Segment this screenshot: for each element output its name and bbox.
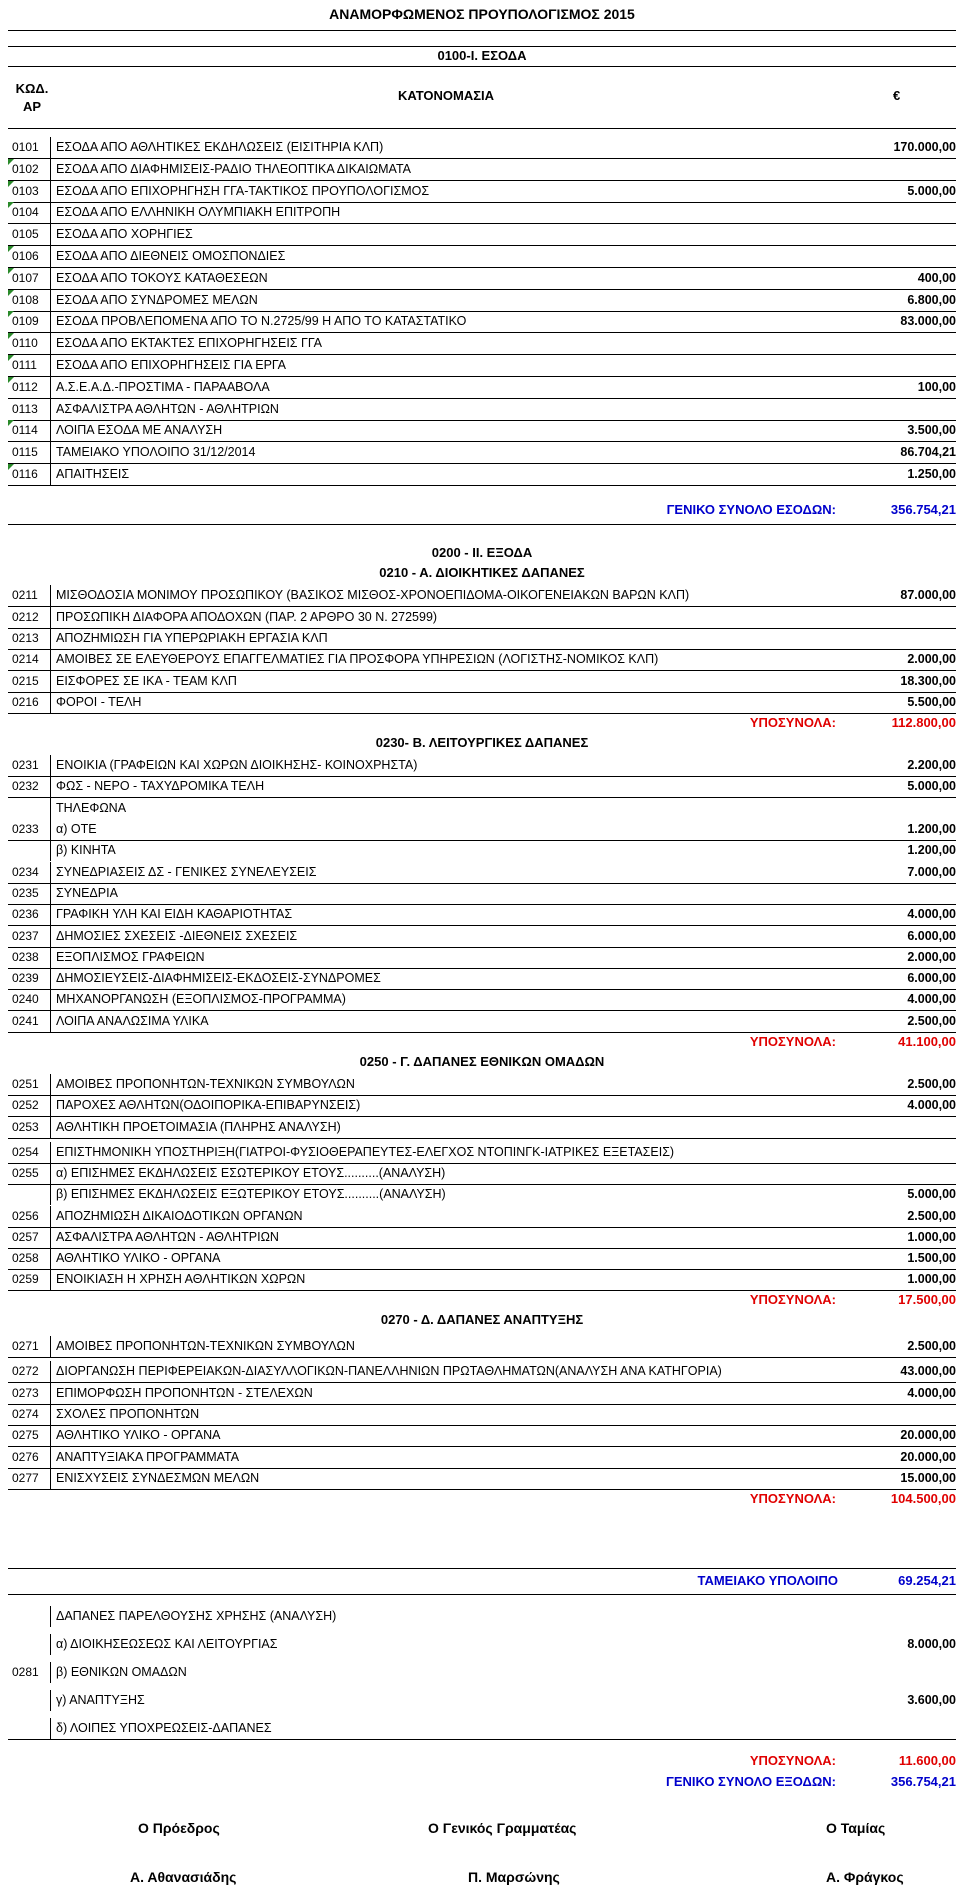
expense-row: [8, 1336, 956, 1358]
row-code: 0237: [12, 928, 39, 943]
expense-section-title: 0200 - ΙΙ. ΕΞΟΔΑ: [431, 545, 533, 560]
group-subtotal: [8, 1491, 956, 1512]
expense-total-label: ΓΕΝΙΚΟ ΣΥΝΟΛΟ ΕΞΟΔΩΝ:: [666, 1774, 836, 1789]
row-amount: 6.800,00: [907, 292, 956, 307]
row-code: 0111: [12, 358, 37, 372]
row-code: 0240: [12, 992, 39, 1007]
expense-row: [8, 1011, 956, 1033]
row-amount: 2.000,00: [907, 949, 956, 964]
name-secretary: Π. Μαρσώνης: [468, 1869, 560, 1885]
row-description: ΦΟΡΟΙ - ΤΕΛΗ: [56, 694, 142, 709]
expense-row: [8, 862, 956, 884]
expense-row: [8, 819, 956, 841]
row-code: 0109: [12, 314, 39, 329]
expense-row: [8, 1095, 956, 1117]
row-code: 0258: [12, 1251, 39, 1266]
row-description: ΕΣΟΔΑ ΑΠΟ ΕΠΙΧΟΡΗΓΗΣΕΙΣ ΓΙΑ ΕΡΓΑ: [56, 358, 287, 372]
expense-row: [8, 649, 956, 671]
row-amount: 4.000,00: [907, 1098, 956, 1113]
row-description: ΑΜΟΙΒΕΣ ΠΡΟΠΟΝΗΤΩΝ-ΤΕΧΝΙΚΩΝ ΣΥΜΒΟΥΛΩΝ: [56, 1339, 355, 1354]
expense-row: [8, 1468, 956, 1490]
row-description: ΕΞΟΠΛΙΣΜΟΣ ΓΡΑΦΕΙΩΝ: [56, 949, 205, 964]
row-code: 0106: [12, 249, 39, 263]
past-row: [8, 1606, 956, 1627]
row-description: β) ΕΘΝΙΚΩΝ ΟΜΑΔΩΝ: [56, 1665, 187, 1679]
row-description: ΑΘΛΗΤΙΚΟ ΥΛΙΚΟ - ΟΡΓΑΝΑ: [56, 1251, 221, 1266]
row-amount: 2.200,00: [907, 758, 956, 773]
row-description: ΑΜΟΙΒΕΣ ΠΡΟΠΟΝΗΤΩΝ-ΤΕΧΝΙΚΩΝ ΣΥΜΒΟΥΛΩΝ: [56, 1077, 355, 1091]
row-code: 0241: [12, 1013, 39, 1028]
row-code: 0256: [12, 1208, 39, 1223]
row-description: ΤΗΛΕΦΩΝΑ: [56, 800, 127, 815]
income-row: [8, 268, 956, 290]
row-amount: 2.500,00: [907, 1013, 956, 1028]
cash-balance-value: 69.254,21: [898, 1573, 956, 1588]
expense-row: [8, 1142, 956, 1164]
income-total: [8, 502, 956, 523]
past-subtotal-value: 11.600,00: [898, 1753, 956, 1768]
comment-marker-icon: [8, 246, 14, 252]
row-amount: 20.000,00: [900, 1428, 956, 1443]
expense-row: [8, 1163, 956, 1185]
row-description: ΣΥΝΕΔΡΙΑΣΕΙΣ ΔΣ - ΓΕΝΙΚΕΣ ΣΥΝΕΛΕΥΣΕΙΣ: [56, 864, 317, 879]
row-code: 0108: [12, 292, 39, 307]
row-code: 0215: [12, 673, 39, 688]
row-code: 0255: [12, 1165, 39, 1180]
row-description: ΔΗΜΟΣΙΕΣ ΣΧΕΣΕΙΣ -ΔΙΕΘΝΕΙΣ ΣΧΕΣΕΙΣ: [56, 928, 298, 943]
subtotal-label: ΥΠΟΣΥΝΟΛΑ:: [749, 1292, 836, 1308]
row-description: ΕΝΙΣΧΥΣΕΙΣ ΣΥΝΔΕΣΜΩΝ ΜΕΛΩΝ: [56, 1470, 260, 1485]
row-amount: 1.000,00: [907, 1229, 956, 1244]
row-description: ΣΥΝΕΔΡΙΑ: [56, 885, 118, 900]
past-row: [8, 1634, 956, 1655]
past-subtotal-label: ΥΠΟΣΥΝΟΛΑ:: [749, 1753, 836, 1768]
row-description: ΑΣΦΑΛΙΣΤΡΑ ΑΘΛΗΤΩΝ - ΑΘΛΗΤΡΙΩΝ: [56, 1229, 279, 1244]
expense-row: [8, 585, 956, 607]
row-code: 0274: [12, 1407, 39, 1421]
expense-row: [8, 883, 956, 905]
row-description: ΕΠΙΣΤΗΜΟΝΙΚΗ ΥΠΟΣΤΗΡΙΞΗ(ΓΙΑΤΡΟΙ-ΦΥΣΙΟΘΕΡΑΠΕΥΤΕΣ-ΕΛΕΓΧΟΣ ΝΤΟΠΙΝΓΚ-ΙΑΤΡΙΚΕΣ ΕΞΕΤΑΣΕΙΣ): [56, 1144, 675, 1159]
row-code: 0101: [12, 140, 39, 154]
row-code: 0110: [12, 336, 38, 351]
subtotal-value: 41.100,00: [898, 1033, 956, 1049]
expense-row: [8, 1383, 956, 1405]
row-code: 0236: [12, 907, 39, 922]
row-code: 0252: [12, 1098, 39, 1113]
row-code: 0116: [12, 467, 38, 481]
row-description: ΣΧΟΛΕΣ ΠΡΟΠΟΝΗΤΩΝ: [56, 1407, 200, 1421]
row-description: ΑΠΟΖΗΜΙΩΣΗ ΓΙΑ ΥΠΕΡΩΡΙΑΚΗ ΕΡΓΑΣΙΑ ΚΛΠ: [56, 630, 328, 645]
income-row: [8, 399, 956, 421]
expense-total: [8, 1774, 956, 1795]
group-subtotal: [8, 715, 956, 736]
expense-row: [8, 1269, 956, 1291]
row-amount: 5.000,00: [907, 779, 956, 794]
row-description: ΑΜΟΙΒΕΣ ΣΕ ΕΛΕΥΘΕΡΟΥΣ ΕΠΑΓΓΕΛΜΑΤΙΕΣ ΓΙΑ ΠΡΟΣΦΟΡΑ ΥΠΗΡΕΣΙΩΝ (ΛΟΓΙΣΤΗΣ-ΝΟΜΙΚΟΣ ΚΛΠ): [56, 652, 659, 667]
row-amount: 1.200,00: [907, 822, 956, 836]
group-title: 0270 - Δ. ΔΑΠΑΝΕΣ ΑΝΑΠΤΥΞΗΣ: [380, 1312, 584, 1328]
row-code: 0234: [12, 864, 39, 879]
row-code: 0107: [12, 270, 39, 285]
row-amount: 2.500,00: [907, 1077, 956, 1091]
row-code: 0259: [12, 1272, 39, 1287]
row-description: δ) ΛΟΙΠΕΣ ΥΠΟΧΡΕΩΣΕΙΣ-ΔΑΠΑΝΕΣ: [56, 1721, 272, 1735]
row-description: ΑΠΟΖΗΜΙΩΣΗ ΔΙΚΑΙΟΔΟΤΙΚΩΝ ΟΡΓΑΝΩΝ: [56, 1208, 303, 1223]
row-code: 0102: [12, 161, 39, 176]
income-row: [8, 442, 956, 464]
row-description: ΑΘΛΗΤΙΚΗ ΠΡΟΕΤΟΙΜΑΣΙΑ (ΠΛΗΡΗΣ ΑΝΑΛΥΣΗ): [56, 1119, 341, 1134]
subtotal-label: ΥΠΟΣΥΝΟΛΑ:: [749, 714, 836, 730]
row-description: γ) ΑΝΑΠΤΥΞΗΣ: [56, 1693, 145, 1707]
row-amount: 3.500,00: [907, 423, 956, 438]
row-description: ΕΣΟΔΑ ΑΠΟ ΧΟΡΗΓΙΕΣ: [56, 227, 193, 242]
group-subtotal: [8, 1292, 956, 1313]
expense-row: [8, 628, 956, 650]
cash-balance-label: ΤΑΜΕΙΑΚΟ ΥΠΟΛΟΙΠΟ: [697, 1573, 838, 1588]
row-description: ΜΗΧΑΝΟΡΓΑΝΩΣΗ (ΕΞΟΠΛΙΣΜΟΣ-ΠΡΟΓΡΑΜΜΑ): [56, 992, 346, 1007]
row-amount: 170.000,00: [893, 140, 956, 154]
row-amount: 4.000,00: [907, 1385, 956, 1400]
row-code: 0112: [12, 379, 38, 394]
row-amount: 1.250,00: [907, 467, 956, 481]
income-row: [8, 159, 956, 181]
row-amount: 100,00: [917, 379, 956, 394]
row-code: 0212: [12, 609, 39, 624]
comment-marker-icon: [8, 464, 14, 470]
income-row: [8, 202, 956, 224]
row-description: ΕΠΙΜΟΡΦΩΣΗ ΠΡΟΠΟΝΗΤΩΝ - ΣΤΕΛΕΧΩΝ: [56, 1385, 313, 1400]
group-subtotal: [8, 1034, 956, 1055]
row-description: Α.Σ.Ε.Α.Δ.-ΠΡΟΣΤΙΜΑ - ΠΑΡΑΑΒΟΛΑ: [56, 379, 270, 394]
expense-row: [8, 607, 956, 629]
comment-marker-icon: [8, 290, 14, 296]
row-description: ΑΘΛΗΤΙΚΟ ΥΛΙΚΟ - ΟΡΓΑΝΑ: [56, 1428, 221, 1443]
row-description: ΔΑΠΑΝΕΣ ΠΑΡΕΛΘΟΥΣΗΣ ΧΡΗΣΗΣ (ΑΝΑΛΥΣΗ): [56, 1609, 337, 1623]
subtotal-value: 112.800,00: [891, 714, 956, 730]
row-amount: 400,00: [917, 270, 956, 285]
row-amount: 4.000,00: [907, 907, 956, 922]
row-amount: 5.500,00: [907, 694, 956, 709]
row-amount: 6.000,00: [907, 928, 956, 943]
row-amount: 18.300,00: [900, 673, 956, 688]
role-secretary: Ο Γενικός Γραμματέας: [428, 1820, 577, 1836]
row-description: ΕΣΟΔΑ ΑΠΟ ΑΘΛΗΤΙΚΕΣ ΕΚΔΗΛΩΣΕΙΣ (ΕΙΣΙΤΗΡΙΑ ΚΛΠ): [56, 140, 384, 154]
row-description: ΑΝΑΠΤΥΞΙΑΚΑ ΠΡΟΓΡΑΜΜΑΤΑ: [56, 1449, 240, 1464]
row-code: 0115: [12, 445, 38, 460]
row-amount: 20.000,00: [900, 1449, 956, 1464]
subtotal-value: 104.500,00: [890, 1490, 956, 1506]
row-amount: 1.200,00: [907, 843, 956, 858]
row-description: ΑΣΦΑΛΙΣΤΡΑ ΑΘΛΗΤΩΝ - ΑΘΛΗΤΡΙΩΝ: [56, 401, 279, 416]
income-row: [8, 464, 956, 486]
expense-row: [8, 840, 956, 861]
row-code: 0271: [12, 1339, 39, 1354]
row-description: ΑΠΑΙΤΗΣΕΙΣ: [56, 467, 130, 481]
row-code: 0254: [12, 1144, 39, 1159]
row-description: ΔΗΜΟΣΙΕΥΣΕΙΣ-ΔΙΑΦΗΜΙΣΕΙΣ-ΕΚΔΟΣΕΙΣ-ΣΥΝΔΡΟΜΕΣ: [56, 971, 381, 986]
expense-row: [8, 798, 956, 819]
group-title: 0210 - Α. ΔΙΟΙΚΗΤΙΚΕΣ ΔΑΠΑΝΕΣ: [379, 565, 585, 580]
row-code: 0105: [12, 227, 39, 242]
past-row: [8, 1690, 956, 1711]
row-code: 0213: [12, 630, 39, 645]
comment-marker-icon: [8, 202, 14, 208]
expense-row: [8, 968, 956, 990]
row-code: 0231: [12, 758, 39, 773]
row-description: ΠΡΟΣΩΠΙΚΗ ΔΙΑΦΟΡΑ ΑΠΟΔΟΧΩΝ (ΠΑΡ. 2 ΑΡΘΡΟ 30 Ν. 272599): [56, 609, 438, 624]
row-description: ΕΝΟΙΚΙΑ (ΓΡΑΦΕΙΩΝ ΚΑΙ ΧΩΡΩΝ ΔΙΟΙΚΗΣΗΣ- ΚΟΙΝΟΧΡΗΣΤΑ): [56, 758, 418, 773]
expense-row: [8, 1447, 956, 1469]
past-row: [8, 1662, 956, 1683]
name-president: Α. Αθανασιάδης: [130, 1869, 237, 1885]
income-row: [8, 333, 956, 355]
income-row: [8, 311, 956, 333]
header-name: ΚΑΤΟΝΟΜΑΣΙΑ: [398, 88, 495, 103]
comment-marker-icon: [8, 333, 14, 339]
row-code: 0103: [12, 183, 39, 198]
comment-marker-icon: [8, 181, 14, 187]
role-treasurer: Ο Ταμίας: [826, 1820, 886, 1836]
comment-marker-icon: [8, 159, 14, 165]
expense-row: [8, 755, 956, 777]
row-code: 0238: [12, 949, 39, 964]
income-row: [8, 290, 956, 312]
row-description: ΛΟΙΠΑ ΑΝΑΛΩΣΙΜΑ ΥΛΙΚΑ: [56, 1013, 209, 1028]
row-code: 0281: [12, 1665, 39, 1679]
row-amount: 2.000,00: [907, 652, 956, 667]
group-title: 0250 - Γ. ΔΑΠΑΝΕΣ ΕΘΝΙΚΩΝ ΟΜΑΔΩΝ: [359, 1053, 605, 1069]
row-description: ΛΟΙΠΑ ΕΣΟΔΑ ΜΕ ΑΝΑΛΥΣΗ: [56, 423, 223, 438]
row-amount: 15.000,00: [900, 1470, 956, 1485]
income-row: [8, 181, 956, 203]
row-description: ΕΣΟΔΑ ΑΠΟ ΣΥΝΔΡΟΜΕΣ ΜΕΛΩΝ: [56, 292, 258, 307]
row-description: ΦΩΣ - ΝΕΡΟ - ΤΑΧΥΔΡΟΜΙΚΑ ΤΕΛΗ: [56, 779, 265, 794]
row-code: 0104: [12, 205, 39, 220]
row-code: 0273: [12, 1385, 39, 1400]
comment-marker-icon: [8, 268, 14, 274]
income-section-title: 0100-Ι. ΕΣΟΔΑ: [437, 48, 527, 63]
row-amount: 86.704,21: [900, 445, 956, 460]
comment-marker-icon: [8, 311, 14, 317]
expense-row: [8, 1227, 956, 1249]
income-row: [8, 246, 956, 268]
expense-row: [8, 692, 956, 714]
expense-row: [8, 947, 956, 969]
row-description: ΠΑΡΟΧΕΣ ΑΘΛΗΤΩΝ(ΟΔΟΙΠΟΡΙΚΑ-ΕΠΙΒΑΡΥΝΣΕΙΣ): [56, 1098, 361, 1113]
row-description: ΜΙΣΘΟΔΟΣΙΑ ΜΟΝΙΜΟΥ ΠΡΟΣΩΠΙΚΟΥ (ΒΑΣΙΚΟΣ ΜΙΣΘΟΣ-ΧΡΟΝΟΕΠΙΔΟΜΑ-ΟΙΚΟΓΕΝΕΙΑΚΩΝ ΒΑΡΩΝ ΚΛΠ): [56, 588, 690, 603]
income-row: [8, 224, 956, 246]
row-description: α) ΔΙΟΙΚΗΣΕΩΣΕΩΣ ΚΑΙ ΛΕΙΤΟΥΡΓΙΑΣ: [56, 1637, 278, 1651]
row-description: ΤΑΜΕΙΑΚΟ ΥΠΟΛΟΙΠΟ 31/12/2014: [56, 445, 256, 460]
expense-row: [8, 671, 956, 693]
income-row: [8, 355, 956, 377]
row-description: ΓΡΑΦΙΚΗ ΥΛΗ ΚΑΙ ΕΙΔΗ ΚΑΘΑΡΙΟΤΗΤΑΣ: [56, 907, 293, 922]
income-row: [8, 137, 956, 159]
row-code: 0113: [12, 401, 38, 416]
expense-row: [8, 1206, 956, 1228]
row-code: 0253: [12, 1119, 39, 1134]
row-code: 0216: [12, 694, 39, 709]
row-code: 0232: [12, 779, 39, 794]
expense-row: [8, 1425, 956, 1447]
row-amount: 8.000,00: [907, 1637, 956, 1651]
row-amount: 7.000,00: [907, 864, 956, 879]
header-code: ΚΩΔ. ΑΡ: [15, 81, 49, 114]
role-president: Ο Πρόεδρος: [138, 1820, 220, 1836]
row-amount: 1.500,00: [907, 1251, 956, 1266]
past-subtotal: [8, 1753, 956, 1774]
row-code: 0233: [12, 822, 39, 836]
past-row: [8, 1718, 956, 1740]
income-row: [8, 377, 956, 399]
expense-row: [8, 776, 956, 798]
row-amount: 6.000,00: [907, 971, 956, 986]
row-description: ΔΙΟΡΓΑΝΩΣΗ ΠΕΡΙΦΕΡΕΙΑΚΩΝ-ΔΙΑΣΥΛΛΟΓΙΚΩΝ-ΠΑΝΕΛΛΗΝΙΩΝ ΠΡΩΤΑΘΛΗΜΑΤΩΝ(ΑΝΑΛΥΣΗ ΑΝΑ ΚΑΤΗΓΟΡΙΑ): [56, 1364, 722, 1379]
row-code: 0277: [12, 1470, 39, 1485]
subtotal-label: ΥΠΟΣΥΝΟΛΑ:: [749, 1033, 836, 1049]
row-code: 0214: [12, 652, 39, 667]
row-description: ΕΣΟΔΑ ΑΠΟ ΔΙΑΦΗΜΙΣΕΙΣ-ΡΑΔΙΟ ΤΗΛΕΟΠΤΙΚΑ ΔΙΚΑΙΩΜΑΤΑ: [56, 161, 411, 176]
row-amount: 2.500,00: [907, 1339, 956, 1354]
expense-row: [8, 1117, 956, 1139]
page-title: ΑΝΑΜΟΡΦΩΜΕΝΟΣ ΠΡΟΥΠΟΛΟΓΙΣΜΟΣ 2015: [329, 6, 635, 22]
row-description: ΕΣΟΔΑ ΑΠΟ ΤΟΚΟΥΣ ΚΑΤΑΘΕΣΕΩΝ: [56, 270, 268, 285]
row-amount: 5.000,00: [907, 1187, 956, 1202]
row-code: 0114: [12, 423, 38, 438]
row-code: 0251: [12, 1077, 39, 1091]
comment-marker-icon: [8, 355, 14, 361]
group-title: 0230- Β. ΛΕΙΤΟΥΡΓΙΚΕΣ ΔΑΠΑΝΕΣ: [375, 734, 589, 750]
row-amount: 4.000,00: [907, 992, 956, 1007]
row-description: α) ΕΠΙΣΗΜΕΣ ΕΚΔΗΛΩΣΕΙΣ ΕΣΩΤΕΡΙΚΟΥ ΕΤΟΥΣ..........(ΑΝΑΛΥΣΗ): [56, 1165, 446, 1180]
row-description: ΕΣΟΔΑ ΑΠΟ ΕΠΙΧΟΡΗΓΗΣΗ ΓΓΑ-ΤΑΚΤΙΚΟΣ ΠΡΟΥΠΟΛΟΓΙΣΜΟΣ: [56, 183, 430, 198]
expense-row: [8, 926, 956, 948]
comment-marker-icon: [8, 420, 14, 426]
row-description: ΕΝΟΙΚΙΑΣΗ Η ΧΡΗΣΗ ΑΘΛΗΤΙΚΩΝ ΧΩΡΩΝ: [56, 1272, 306, 1287]
row-description: α) ΟΤΕ: [56, 822, 97, 836]
subtotal-label: ΥΠΟΣΥΝΟΛΑ:: [749, 1490, 836, 1506]
expense-row: [8, 1248, 956, 1270]
row-amount: 2.500,00: [907, 1208, 956, 1223]
expense-row: [8, 904, 956, 926]
income-row: [8, 420, 956, 442]
row-description: ΕΣΟΔΑ ΑΠΟ ΕΛΛΗΝΙΚΗ ΟΛΥΜΠΙΑΚΗ ΕΠΙΤΡΟΠΗ: [56, 205, 341, 220]
header-amount: €: [893, 88, 901, 103]
expense-row: [8, 1184, 956, 1205]
row-amount: 5.000,00: [907, 183, 956, 198]
row-amount: 87.000,00: [900, 588, 956, 603]
expense-row: [8, 1404, 956, 1426]
row-code: 0235: [12, 885, 39, 900]
row-code: 0239: [12, 971, 39, 986]
row-description: ΕΣΟΔΑ ΑΠΟ ΔΙΕΘΝΕΙΣ ΟΜΟΣΠΟΝΔΙΕΣ: [56, 249, 286, 263]
comment-marker-icon: [8, 377, 14, 383]
row-description: β) ΚΙΝΗΤΑ: [56, 843, 116, 858]
row-description: β) ΕΠΙΣΗΜΕΣ ΕΚΔΗΛΩΣΕΙΣ ΕΞΩΤΕΡΙΚΟΥ ΕΤΟΥΣ..........(ΑΝΑΛΥΣΗ): [56, 1187, 446, 1202]
row-code: 0257: [12, 1229, 39, 1244]
expense-total-value: 356.754,21: [890, 1774, 956, 1789]
income-total-label: ΓΕΝΙΚΟ ΣΥΝΟΛΟ ΕΣΟΔΩΝ:: [666, 502, 836, 517]
subtotal-value: 17.500,00: [898, 1292, 956, 1308]
row-amount: 1.000,00: [907, 1272, 956, 1287]
row-code: 0275: [12, 1428, 39, 1443]
expense-row: [8, 1074, 956, 1096]
expense-row: [8, 1361, 956, 1383]
income-total-value: 356.754,21: [890, 502, 956, 517]
row-description: ΕΣΟΔΑ ΠΡΟΒΛΕΠΟΜΕΝΑ ΑΠΟ ΤΟ Ν.2725/99 Η ΑΠΟ ΤΟ ΚΑΤΑΣΤΑΤΙΚΟ: [56, 314, 467, 329]
cash-balance: [8, 1573, 956, 1594]
row-amount: 43.000,00: [900, 1364, 956, 1379]
row-amount: 3.600,00: [907, 1693, 956, 1707]
row-description: ΕΣΟΔΑ ΑΠΟ ΕΚΤΑΚΤΕΣ ΕΠΙΧΟΡΗΓΗΣΕΙΣ ΓΓΑ: [56, 336, 322, 351]
row-code: 0211: [12, 588, 38, 603]
name-treasurer: Α. Φράγκος: [826, 1869, 904, 1885]
row-description: ΕΙΣΦΟΡΕΣ ΣΕ ΙΚΑ - ΤΕΑΜ ΚΛΠ: [56, 673, 237, 688]
row-amount: 83.000,00: [900, 314, 956, 329]
row-code: 0276: [12, 1449, 39, 1464]
expense-row: [8, 989, 956, 1011]
row-code: 0272: [12, 1364, 39, 1379]
